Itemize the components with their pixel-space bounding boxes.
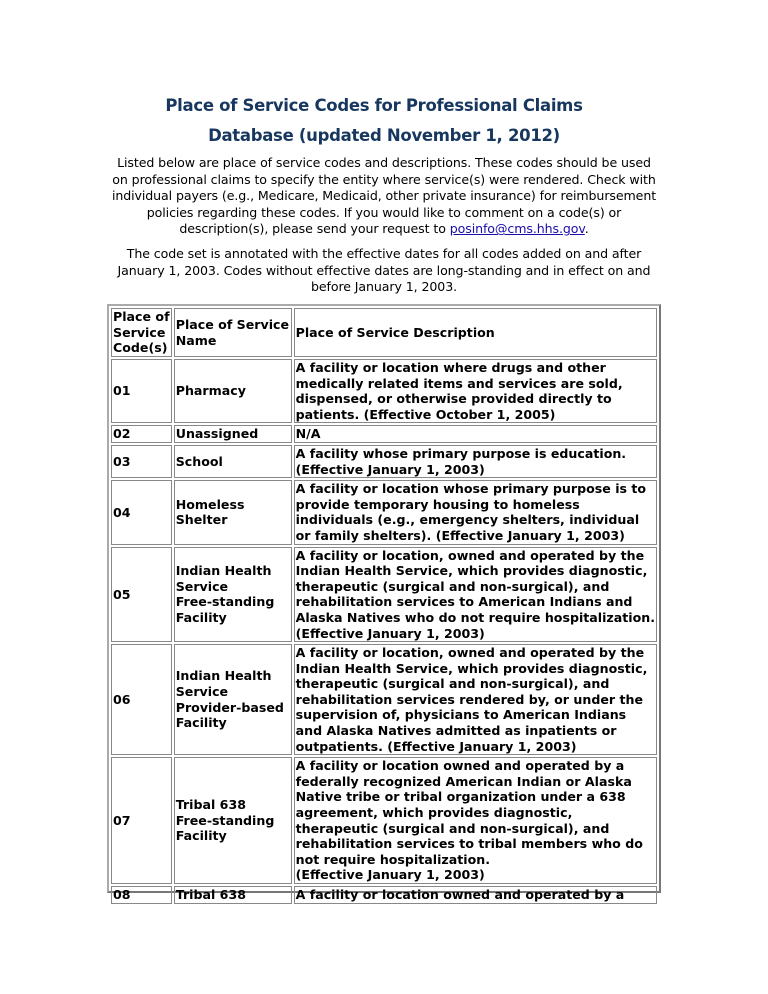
table-header-row [111, 308, 657, 357]
header-code: Place of Service Code(s) [111, 308, 172, 357]
intro-text: Listed below are place of service codes and descriptions. These codes should be used on professional claims to specify the entity where service(s) were rendered. Check with individual payers (e.g., Medicare, Medicaid, other private insurance) for reimbursement policies regarding these codes. If you would like to comment on a code(s) or description(s), please send your request to [111, 155, 657, 237]
header-description: Place of Service Description [294, 308, 657, 357]
cell-description-line: rehabilitation services to tribal members who do [295, 836, 643, 852]
cell-description-line: federally recognized American Indian or Alaska [295, 773, 632, 789]
cell-code: 03 [111, 445, 172, 478]
cell-description-line: therapeutic (surgical and non-surgical), and [295, 578, 610, 594]
cell-description-line: (Effective January 1, 2003) [295, 867, 485, 883]
cell-name [174, 445, 292, 478]
cell-name-line: Facility [175, 715, 227, 731]
cell-description-line: rehabilitation services to American Indians and [295, 594, 633, 610]
cell-description-line: Native tribe or tribal organization under a 638 [295, 789, 626, 805]
page-title: Place of Service Codes for Professional Claims [165, 96, 583, 115]
intro-paragraph [108, 155, 660, 238]
cell-description-line: patients. (Effective October 1, 2005) [295, 406, 556, 422]
cell-description-line: A facility or location where drugs and other [295, 360, 606, 375]
cell-name-line: Service [175, 684, 229, 700]
table-row [111, 644, 657, 755]
cell-description [294, 425, 657, 443]
cell-description-line: A facility whose primary purpose is education. [295, 445, 627, 461]
cell-name-line: Tribal 638 [175, 797, 246, 813]
cell-description-line: A facility or location owned and operated by a [295, 758, 625, 774]
cell-code: 04 [111, 480, 172, 544]
table-row [111, 445, 657, 478]
cell-description [294, 757, 657, 884]
cell-description-line: therapeutic (surgical and non-surgical), and [295, 676, 610, 692]
cell-description-line: Indian Health Service, which provides diagnostic, [295, 660, 648, 676]
pos-codes-table [109, 306, 659, 906]
cell-name-line: Free-standing [175, 812, 275, 828]
cell-description-line: supervision of, physicians to American Indians [295, 707, 627, 723]
cell-description-line: provide temporary housing to homeless [295, 496, 580, 512]
cell-name-line: Facility [175, 609, 227, 625]
cell-name-line: Tribal 638 [175, 887, 246, 902]
table-row [111, 425, 657, 443]
cell-name [174, 359, 292, 423]
cell-description-line: individuals (e.g., emergency shelters, individual [295, 512, 640, 528]
cell-name-line: School [175, 453, 223, 469]
cell-description [294, 547, 657, 643]
cell-description [294, 644, 657, 755]
cell-description-line: and Alaska Natives admitted as inpatients or [295, 723, 617, 739]
cell-description-line: N/A [295, 426, 321, 442]
table-row [111, 757, 657, 884]
cell-code: 02 [111, 425, 172, 443]
page-subtitle: Database (updated November 1, 2012) [208, 126, 560, 145]
cell-name-line: Shelter [175, 512, 228, 528]
cell-description [294, 480, 657, 544]
cell-description-line: not require hospitalization. [295, 851, 490, 867]
cell-name [174, 886, 292, 904]
cell-name [174, 425, 292, 443]
cell-description-line: or family shelters). (Effective January 1, 2003) [295, 527, 625, 543]
cell-code: 07 [111, 757, 172, 884]
cell-code: 01 [111, 359, 172, 423]
cell-name-line: Indian Health [175, 668, 272, 684]
cell-description-line: dispensed, or otherwise provided directly to [295, 391, 612, 407]
cell-description-line: agreement, which provides diagnostic, [295, 805, 573, 821]
cell-name-line: Provider-based [175, 699, 284, 715]
header-name: Place of Service Name [174, 308, 292, 357]
cell-code: 05 [111, 547, 172, 643]
cell-code: 08 [111, 886, 172, 904]
cell-name-line: Homeless [175, 496, 245, 512]
cell-description-line: Indian Health Service, which provides diagnostic, [295, 563, 648, 579]
cell-name [174, 480, 292, 544]
cell-description-line: rehabilitation services rendered by, or under the [295, 691, 644, 707]
cell-description [294, 445, 657, 478]
cell-description-line: medically related items and services are sold, [295, 375, 623, 391]
table-row [111, 359, 657, 423]
cell-name-line: Free-standing [175, 594, 275, 610]
cell-name [174, 757, 292, 884]
cell-description-line: outpatients. (Effective January 1, 2003) [295, 738, 577, 754]
pos-codes-table-frame [107, 304, 661, 902]
cell-description-line: A facility or location, owned and operated by the [295, 645, 645, 661]
cell-name-line: Unassigned [175, 426, 259, 442]
cell-description-line: A facility or location owned and operated by a [295, 887, 625, 902]
cell-name-line: Facility [175, 828, 227, 844]
cell-description-line: Alaska Natives who do not require hospitalization. [295, 609, 655, 625]
table-row [111, 547, 657, 643]
email-link[interactable]: posinfo@cms.hhs.gov [449, 221, 585, 237]
cell-description [294, 886, 657, 904]
table-row [111, 886, 657, 904]
table-row [111, 480, 657, 544]
cell-name [174, 547, 292, 643]
cell-description-line: (Effective January 1, 2003) [295, 461, 485, 477]
note-paragraph: The code set is annotated with the effective dates for all codes added on and after January 1, 2003. Codes without effective dates are long-standing and in effect on and before January 1, 2003. [117, 246, 651, 295]
cell-description-line: therapeutic (surgical and non-surgical), and [295, 820, 610, 836]
cell-description [294, 359, 657, 423]
cell-description-line: A facility or location, owned and operated by the [295, 547, 645, 563]
cell-description-line: A facility or location whose primary purpose is to [295, 481, 647, 497]
intro-end: . [584, 221, 589, 237]
cell-name-line: Pharmacy [175, 383, 246, 399]
cell-description-line: (Effective January 1, 2003) [295, 625, 485, 641]
cell-name-line: Indian Health [175, 563, 272, 579]
cell-code: 06 [111, 644, 172, 755]
cell-name [174, 644, 292, 755]
cell-name-line: Service [175, 578, 229, 594]
